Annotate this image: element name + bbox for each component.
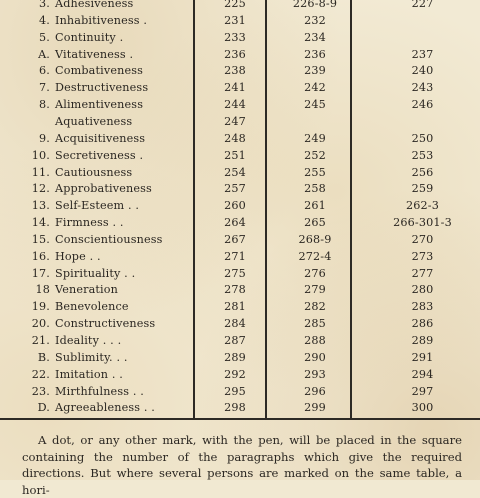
faculty-name: Sublimity. . . <box>55 350 128 364</box>
faculty-name: Ideality . . . <box>55 334 122 347</box>
table-row <box>0 351 480 367</box>
row-number: 17. <box>31 266 50 280</box>
table-row <box>0 199 480 215</box>
table-row <box>0 149 480 165</box>
faculty-name: Acquisitiveness <box>55 131 146 145</box>
paragraph-ref-2: 299 <box>304 401 326 415</box>
paragraph-ref-1: 267 <box>224 232 246 246</box>
table-row <box>0 385 480 401</box>
faculty-name: Imitation . . <box>55 367 123 381</box>
paragraph-ref-1: 251 <box>224 148 246 162</box>
table-row <box>0 115 480 131</box>
table-row <box>0 14 480 30</box>
paragraph-ref-3: 243 <box>411 81 434 95</box>
paragraph-ref-2: 290 <box>304 350 326 364</box>
paragraph-ref-3: 289 <box>411 334 434 347</box>
table-row <box>0 98 480 114</box>
faculty-name: Vitativeness . <box>55 47 134 61</box>
row-number: 14. <box>31 216 50 230</box>
paragraph-ref-2: 285 <box>304 317 326 331</box>
paragraph-ref-1: 225 <box>224 0 246 10</box>
paragraph-ref-2: 242 <box>304 81 326 95</box>
paragraph-ref-3: 273 <box>411 249 434 263</box>
instruction-paragraph: A dot, or any other mark, with the pen, will be placed in the square containing the number of the paragraphs which give the required directions. But where several persons are marked on the same table, a hori- <box>22 433 462 497</box>
paragraph-ref-3: 262-3 <box>405 199 439 213</box>
table-row <box>0 81 480 97</box>
paragraph-ref-1: 284 <box>224 317 246 331</box>
paragraph-ref-3: 294 <box>411 367 434 381</box>
paragraph-ref-3: 246 <box>411 98 434 112</box>
paragraph-ref-2: 279 <box>304 283 326 297</box>
paragraph-ref-1: 298 <box>224 401 246 415</box>
paragraph-ref-3: 297 <box>411 384 434 398</box>
paragraph-ref-2: 268-9 <box>298 232 332 246</box>
paragraph-ref-3: 227 <box>411 0 434 10</box>
row-number: 16. <box>31 249 50 263</box>
paragraph-ref-1: 260 <box>224 199 246 213</box>
row-number: 12. <box>31 182 50 196</box>
paragraph-ref-2: 234 <box>304 30 326 44</box>
paragraph-ref-3: 237 <box>411 47 434 61</box>
paragraph-ref-3: 300 <box>411 401 434 415</box>
paragraph-ref-3: 259 <box>411 182 434 196</box>
faculty-name: Mirthfulness . . <box>55 384 144 398</box>
table-row <box>0 233 480 249</box>
row-number: 15. <box>31 232 50 246</box>
paragraph-ref-1: 278 <box>224 283 246 297</box>
paragraph-ref-2: 261 <box>304 199 326 213</box>
table-row <box>0 132 480 148</box>
paragraph-ref-1: 289 <box>224 350 246 364</box>
faculty-name: Alimentiveness <box>55 98 144 112</box>
paragraph-ref-2: 245 <box>304 98 326 112</box>
table-row <box>0 250 480 266</box>
table-row <box>0 48 480 64</box>
paragraph-ref-2: 249 <box>304 131 326 145</box>
paragraph-ref-2: 255 <box>304 165 326 179</box>
faculty-name: Self-Esteem . . <box>55 199 140 213</box>
row-number: 3. <box>39 0 50 10</box>
table-row <box>0 216 480 232</box>
paragraph-ref-3: 240 <box>411 64 434 78</box>
paragraph-ref-2: 276 <box>304 266 326 280</box>
row-number: 7. <box>39 81 50 95</box>
faculty-name: Secretiveness . <box>55 148 144 162</box>
table-row <box>0 334 480 350</box>
faculty-name: Veneration <box>55 283 119 297</box>
faculty-name: Inhabitiveness . <box>55 13 148 27</box>
paragraph-ref-3: 250 <box>411 131 434 145</box>
paragraph-ref-3: 286 <box>411 317 434 331</box>
paragraph-ref-2: 282 <box>304 300 326 314</box>
table-row <box>0 64 480 80</box>
row-number: 5. <box>39 30 50 44</box>
paragraph-ref-3: 280 <box>411 283 434 297</box>
paragraph-ref-3: 291 <box>411 350 434 364</box>
paragraph-ref-1: 241 <box>224 81 246 95</box>
faculty-name: Continuity . <box>55 30 124 44</box>
paragraph-ref-1: 292 <box>224 367 246 381</box>
paragraph-ref-1: 264 <box>224 216 246 230</box>
paragraph-ref-1: 275 <box>224 266 246 280</box>
paragraph-ref-3: 277 <box>411 266 434 280</box>
row-number: 13. <box>31 199 50 213</box>
paragraph-ref-1: 254 <box>224 165 246 179</box>
row-number: 18 <box>35 283 50 297</box>
table-row <box>0 0 480 13</box>
paragraph-ref-1: 231 <box>224 13 246 27</box>
paragraph-ref-3: 283 <box>411 300 434 314</box>
paragraph-ref-1: 295 <box>224 384 246 398</box>
row-number: 23. <box>31 384 50 398</box>
paragraph-ref-1: 281 <box>224 300 246 314</box>
paragraph-ref-2: 252 <box>304 148 326 162</box>
paragraph-ref-2: 272-4 <box>298 249 332 263</box>
row-number: 6. <box>39 64 50 78</box>
paragraph-ref-2: 236 <box>304 47 326 61</box>
paragraph-ref-2: 265 <box>304 216 326 230</box>
paragraph-ref-1: 257 <box>224 182 246 196</box>
paragraph-ref-3: 270 <box>411 232 434 246</box>
paragraph-ref-2: 288 <box>304 334 326 347</box>
faculty-name: Hope . . <box>55 249 101 263</box>
paragraph-ref-1: 248 <box>224 131 246 145</box>
faculty-name: Destructiveness <box>55 81 149 95</box>
faculty-name: Benevolence <box>55 300 129 314</box>
row-number: A. <box>38 47 50 61</box>
paragraph-ref-2: 258 <box>304 182 326 196</box>
row-number: 9. <box>39 131 50 145</box>
row-number: D. <box>37 401 50 415</box>
faculty-name: Approbativeness <box>55 182 152 196</box>
paragraph-ref-2: 296 <box>304 384 326 398</box>
paragraph-ref-3: 253 <box>411 148 434 162</box>
table-row <box>0 283 480 299</box>
table-row <box>0 166 480 182</box>
row-number: 22. <box>31 367 50 381</box>
paragraph-ref-3: 256 <box>411 165 434 179</box>
table-row <box>0 317 480 333</box>
faculty-name: Conscientiousness <box>55 232 163 246</box>
faculty-name: Combativeness <box>55 64 144 78</box>
faculty-name: Constructiveness <box>55 317 156 331</box>
paragraph-ref-1: 238 <box>224 64 246 78</box>
paragraph-ref-2: 232 <box>304 13 326 27</box>
table-row <box>0 368 480 384</box>
faculty-name: Adhesiveness <box>55 0 134 10</box>
row-number: 4. <box>39 13 50 27</box>
paragraph-ref-2: 293 <box>304 367 326 381</box>
row-number: 21. <box>31 334 50 347</box>
table-row <box>0 31 480 47</box>
paragraph-ref-1: 287 <box>224 334 246 347</box>
paragraph-ref-2: 239 <box>304 64 326 78</box>
faculty-name: Firmness . . <box>55 216 124 230</box>
row-number: 10. <box>31 148 50 162</box>
paragraph-ref-1: 233 <box>224 30 246 44</box>
table-row <box>0 300 480 316</box>
table-row <box>0 267 480 283</box>
paragraph-ref-1: 244 <box>224 98 246 112</box>
row-number: 8. <box>39 98 50 112</box>
row-number: 19. <box>31 300 50 314</box>
faculty-name: Cautiousness <box>55 165 133 179</box>
row-number: B. <box>37 350 50 364</box>
paragraph-ref-1: 271 <box>224 249 246 263</box>
row-number: 11. <box>31 165 50 179</box>
table-bottom-rule <box>0 418 480 420</box>
table-row <box>0 401 480 417</box>
row-number: 20. <box>31 317 50 331</box>
paragraph-ref-2: 226-8-9 <box>292 0 338 10</box>
paragraph-ref-3: 266-301-3 <box>393 216 452 230</box>
faculty-name: Spirituality . . <box>55 266 136 280</box>
faculty-name: Agreeableness . . <box>55 401 155 415</box>
paragraph-ref-1: 247 <box>224 114 246 128</box>
faculty-name: Aquativeness <box>55 114 133 128</box>
table-row <box>0 182 480 198</box>
paragraph-ref-1: 236 <box>224 47 246 61</box>
